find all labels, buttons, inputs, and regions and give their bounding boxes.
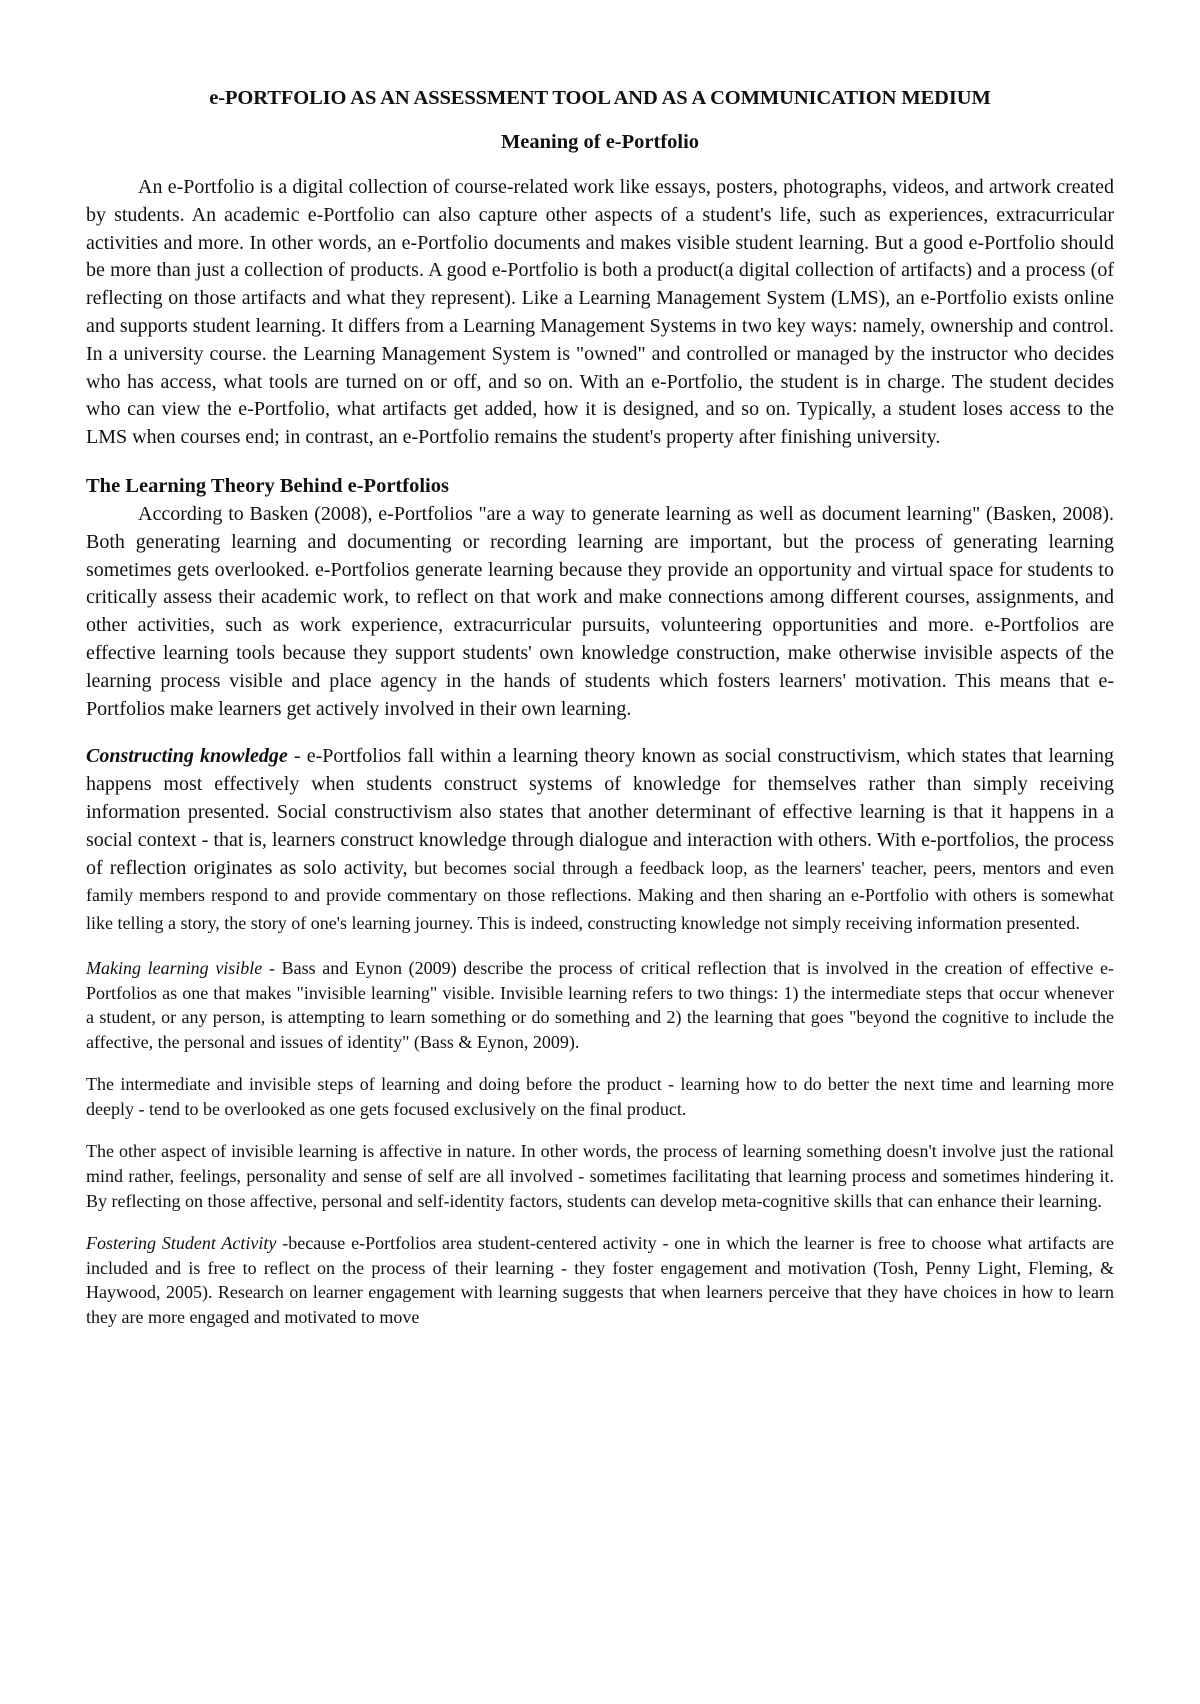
- document-title: e-PORTFOLIO AS AN ASSESSMENT TOOL AND AS A COMMUNICATION MEDIUM: [209, 87, 991, 109]
- constructing-knowledge-text: - e-Portfolios fall within a learning theory known as social constructivism, which states that learning happens most effectively when students construct systems of knowledge for themselves rather than simply receiving information presented. Social constructivism also states that another determinant of effective learning is that it happens in a social context - that is, learners construct knowledge through dialogue and interaction with others. With e-portfolios, the process of reflection originates as solo activity,: [86, 745, 1114, 879]
- paragraph-constructing-knowledge: [86, 743, 1114, 938]
- paragraph-meaning: An e-Portfolio is a digital collection of course-related work like essays, posters, photographs, videos, and artwork created by students. An academic e-Portfolio can also capture other aspects of a student's life, such as experiences, extracurricular activities and more. In other words, an e-Portfolio documents and makes visible student learning. But a good e-Portfolio should be more than just a collection of products. A good e-Portfolio is both a product(a digital collection of artifacts) and a process (of reflecting on those artifacts and what they represent). Like a Learning Management System (LMS), an e-Portfolio exists online and supports student learning. It differs from a Learning Management Systems in two key ways: namely, ownership and control. In a university course. the Learning Management System is "owned" and controlled or managed by the instructor who decides who has access, what tools are turned on or off, and so on. With an e-Portfolio, the student is in charge. The student decides who can view the e-Portfolio, what artifacts get added, how it is designed, and so on. Typically, a student loses access to the LMS when courses end; in contrast, an e-Portfolio remains the student's property after finishing university.: [86, 176, 1114, 449]
- fostering-student-activity-lead: Fostering Student Activity: [86, 1233, 277, 1254]
- constructing-knowledge-text-continued: but becomes social through a feedback loop, as the learners' teacher, peers, mentors and even family members respond to and provide commentary on those reflections. Making and then sharing an e-Portfolio with others is somewhat like telling a story, the story of one's learning journey. This is indeed, constructing knowledge not simply receiving information presented.: [86, 857, 1114, 934]
- fostering-student-activity-text: -because e-Portfolios area student-centered activity - one in which the learner is free to choose what artifacts are included and is free to reflect on the process of their learning - they foster engagement and motivation (Tosh, Penny Light, Fleming, & Haywood, 2005). Research on learner engagement with learning suggests that when learners perceive that they have choices in how to learn they are more engaged and motivated to move: [86, 1233, 1114, 1328]
- paragraph-learning-theory: According to Basken (2008), e-Portfolios "are a way to generate learning as well as document learning" (Basken, 2008). Both generating learning and documenting or recording learning are important, but the process of generating learning sometimes gets overlooked. e-Portfolios generate learning because they provide an opportunity and virtual space for students to critically assess their academic work, to reflect on that work and make connections among different courses, assignments, and other activities, such as work experience, extracurricular pursuits, volunteering opportunities and more. e-Portfolios are effective learning tools because they support students' own knowledge construction, make otherwise invisible aspects of the learning process visible and place agency in the hands of students which fosters learners' motivation. This means that e-Portfolios make learners get actively involved in their own learning.: [86, 502, 1114, 720]
- paragraph-fostering-student-activity: [86, 1231, 1114, 1329]
- constructing-knowledge-lead: Constructing knowledge: [86, 745, 288, 768]
- making-learning-visible-text: - Bass and Eynon (2009) describe the process of critical reflection that is involved in the creation of effective e-Portfolios as one that makes "invisible learning" visible. Invisible learning refers to two things: 1) the intermediate steps that occur whenever a student, or any person, is attempting to learn something or do something and 2) the learning that goes "beyond the cognitive to include the affective, the personal and issues of identity" (Bass & Eynon, 2009).: [86, 957, 1115, 1052]
- paragraph-making-learning-visible: [86, 956, 1114, 1054]
- making-learning-visible-lead: Making learning visible: [86, 957, 263, 978]
- section-heading-learning-theory: The Learning Theory Behind e-Portfolios: [86, 474, 449, 497]
- paragraph-intermediate-steps: The intermediate and invisible steps of learning and doing before the product - learning how to do better the next time and learning more deeply - tend to be overlooked as one gets focused exclusively on the final product.: [86, 1074, 1114, 1119]
- document-body: [86, 86, 1114, 1330]
- section-heading-meaning: Meaning of e-Portfolio: [500, 131, 700, 153]
- paragraph-invisible-learning-affective: The other aspect of invisible learning is affective in nature. In other words, the process of learning something doesn't involve just the rational mind rather, feelings, personality and sense of self are all involved - sometimes facilitating that learning process and sometimes hindering it. By reflecting on those affective, personal and self-identity factors, students can develop meta-cognitive skills that can enhance their learning.: [86, 1141, 1114, 1211]
